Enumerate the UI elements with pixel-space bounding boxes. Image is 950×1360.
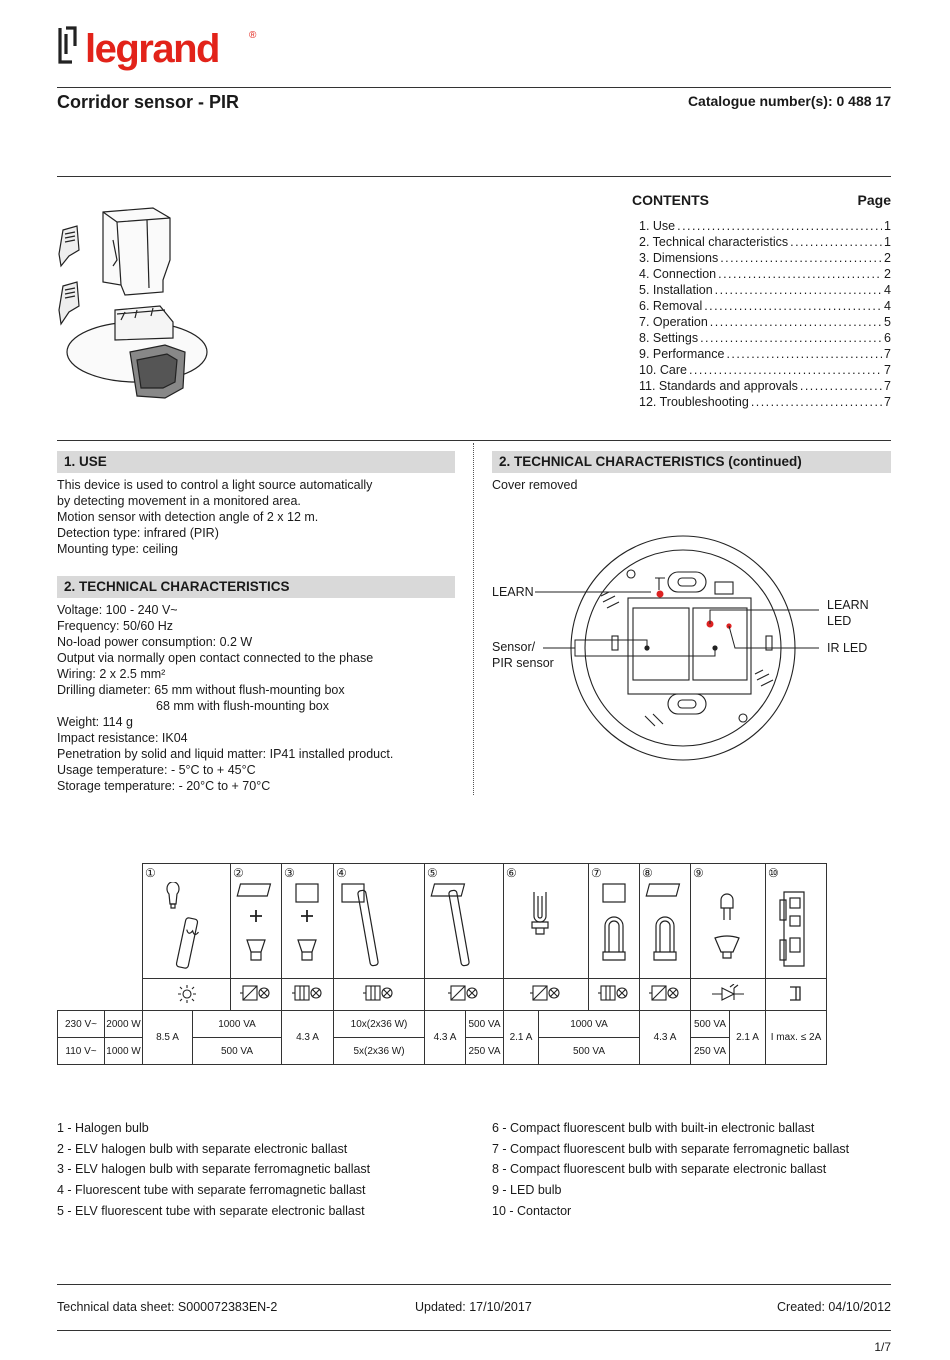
footer-sheet-number: Technical data sheet: S000072383EN-2 <box>57 1300 278 1314</box>
section-rule <box>57 440 891 441</box>
load-col-9: ⑨ <box>691 864 766 979</box>
toc-item[interactable]: 8. Settings . . . 6 <box>639 330 891 346</box>
footer-created: Created: 04/10/2012 <box>777 1300 891 1314</box>
load-col-2: ② <box>231 864 282 979</box>
logo-wordmark: legrand <box>85 27 219 71</box>
label-learn: LEARN <box>492 585 534 599</box>
symbol-electronic <box>231 979 282 1011</box>
label-sensor: Sensor/ PIR sensor <box>492 640 554 670</box>
header-rule <box>57 87 891 88</box>
tech-heading: 2. TECHNICAL CHARACTERISTICS <box>57 576 455 598</box>
symbol-ferromagnetic <box>282 979 334 1011</box>
load-table: ① ② ③ ④ ⑤ ⑥ ⑦ ⑧ ⑨ ⑩ 230 V~ 2000 W 8.5 A 1000 VA 4.3 A 10x(2x36 W) 4.3 A 500 VA 2.1 A 1000 VA 4.3 A 500 VA 2.1 A I max. ≤ 2A 110 V~ 1000 W 500 VA 5x(2x36 W) 250 VA 500 VA 250 VA <box>57 863 827 1065</box>
svg-text:®: ® <box>249 30 257 41</box>
load-col-5: ⑤ <box>425 864 504 979</box>
toc-item[interactable]: 1. Use . . . 1 <box>639 218 891 234</box>
load-col-6: ⑥ <box>504 864 589 979</box>
contents-heading: CONTENTS <box>632 192 709 208</box>
label-learn-led: LEARN LED <box>827 598 869 628</box>
load-col-7: ⑦ <box>589 864 640 979</box>
catalogue-number: Catalogue number(s): 0 488 17 <box>687 93 891 109</box>
product-image <box>55 200 215 415</box>
symbol-ferromagnetic <box>334 979 425 1011</box>
use-text: This device is used to control a light source automatically by detecting movement in a monitored area. Motion sensor with detection angle of 2 x 12 m. Detection type: infrared (PIR) Mounting type: ceiling <box>57 478 373 556</box>
toc-item[interactable]: 3. Dimensions . . . 2 <box>639 250 891 266</box>
toc-item[interactable]: 9. Performance . . . 7 <box>639 346 891 362</box>
toc-item[interactable]: 2. Technical characteristics . . . 1 <box>639 234 891 250</box>
column-divider <box>473 443 474 795</box>
legrand-logo <box>57 24 267 81</box>
toc-item[interactable]: 12. Troubleshooting . . . 7 <box>639 394 891 410</box>
symbol-electronic <box>640 979 691 1011</box>
cover-removed-caption: Cover removed <box>492 478 578 492</box>
load-col-8: ⑧ <box>640 864 691 979</box>
load-col-1: ① <box>143 864 231 979</box>
tech-text: Voltage: 100 - 240 V~ Frequency: 50/60 Hz No-load power consumption: 0.2 W Output via normally open contact connected to the phase Wiring: 2 x 2.5 mm² Drilling diameter: 65 mm without flush-mounting box 68 mm with flush-mounting box Weight: 114 g Impact resistance: IK04 Penetration by solid and liquid matter: IP41 installed product. Usage temperature: - 5°C to + 45°C Storage temperature: - 20°C to + 70°C <box>57 603 394 793</box>
document-title: Corridor sensor - PIR <box>57 92 240 112</box>
label-ir-led: IR LED <box>827 641 868 655</box>
symbol-electronic <box>425 979 504 1011</box>
toc-item[interactable]: 10. Care . . . 7 <box>639 362 891 378</box>
load-col-10: ⑩ <box>766 864 827 979</box>
footer-rule <box>57 1284 891 1285</box>
footer-bottom-rule <box>57 1330 891 1331</box>
toc-item[interactable]: 4. Connection . . . 2 <box>639 266 891 282</box>
footer-updated: Updated: 17/10/2017 <box>415 1300 532 1314</box>
symbol-ferromagnetic <box>589 979 640 1011</box>
legend-left: 1 - Halogen bulb 2 - ELV halogen bulb with separate electronic ballast 3 - ELV halogen bulb with separate ferromagnetic ballast 4 - Fluorescent tube with separate ferromagnetic ballast 5 - ELV fluorescent tube with separate electronic ballast <box>57 1121 371 1218</box>
title-rule <box>57 176 891 177</box>
load-col-3: ③ <box>282 864 334 979</box>
symbol-halogen <box>143 979 231 1011</box>
toc-item[interactable]: 11. Standards and approvals . . . 7 <box>639 378 891 394</box>
symbol-led <box>691 979 766 1011</box>
use-heading: 1. USE <box>57 451 455 473</box>
toc-item[interactable]: 6. Removal . . . 4 <box>639 298 891 314</box>
page-number: 1/7 <box>874 1340 891 1354</box>
toc-item[interactable]: 5. Installation . . . 4 <box>639 282 891 298</box>
symbol-electronic <box>504 979 589 1011</box>
load-col-4: ④ <box>334 864 425 979</box>
symbol-contactor <box>766 979 827 1011</box>
contents-page-label: Page <box>857 192 891 208</box>
table-of-contents <box>632 192 891 410</box>
tech-cont-heading: 2. TECHNICAL CHARACTERISTICS (continued) <box>492 451 891 473</box>
legend-right: 6 - Compact fluorescent bulb with built-in electronic ballast 7 - Compact fluorescent bulb with separate ferromagnetic ballast 8 - Compact fluorescent bulb with separate electronic ballast 9 - LED bulb 10 - Contactor <box>492 1121 850 1218</box>
toc-item[interactable]: 7. Operation . . . 5 <box>639 314 891 330</box>
